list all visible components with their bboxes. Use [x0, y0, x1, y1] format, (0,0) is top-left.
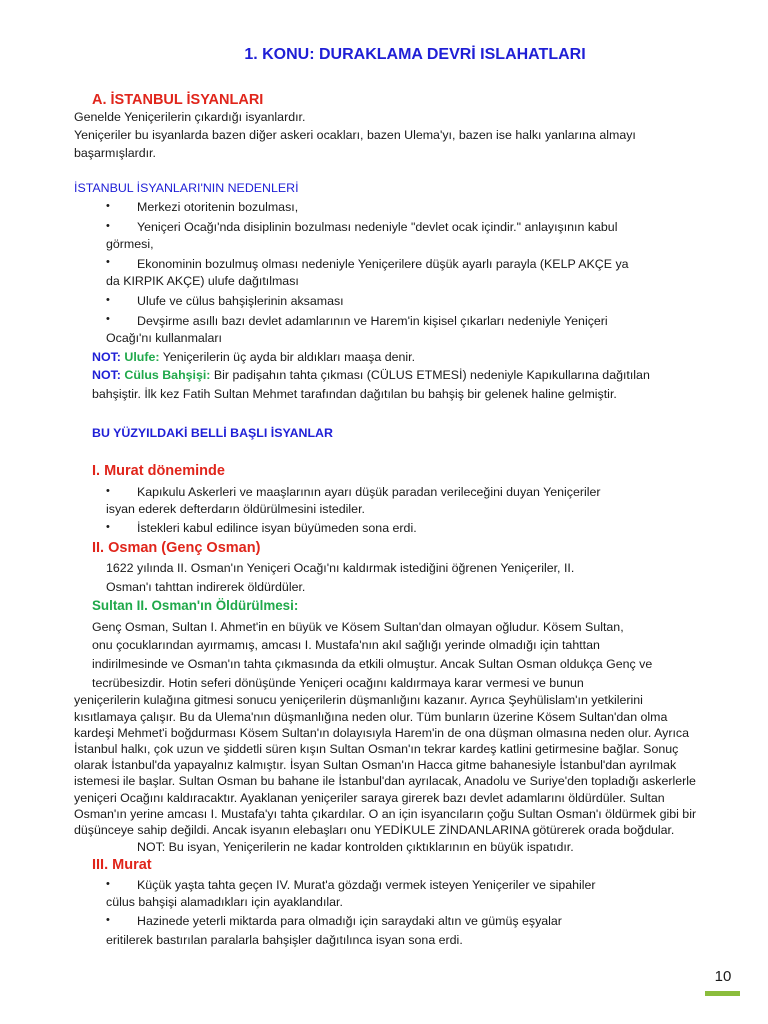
page-number: 10: [714, 968, 732, 985]
killing-line: olarak İstanbul'da yapayalnız kalmıştır. İsyan Sultan Osman'ın Hacca gitme bahanesiyle İstanbul'dan ayrılmak: [74, 758, 677, 772]
killing-line: yeniçeri Ocağını kaldıracaktır. Ayaklanan yeniçeriler saraya girerek bazı devlet adamlarını öldürdüler. Sultan: [74, 791, 665, 805]
murad1-item: İstekleri kabul edilince isyan büyümeden sona erdi.: [137, 521, 417, 535]
killing-line: Osman'ın yerine amcası I. Mustafa'yı tahta çıkardılar. O an için isyancıların çoğu Sultan Osman'ı öldürmek gibi bir: [74, 807, 697, 821]
note-text: bahşiştir. İlk kez Fatih Sultan Mehmet tarafından dağıtılan bu bahşiş bir gelenek haline gelmiştir.: [92, 387, 617, 401]
note-label: NOT:: [92, 350, 121, 364]
bullet-icon: •: [106, 256, 110, 268]
killing-heading: Sultan II. Osman'ın Öldürülmesi:: [92, 598, 299, 613]
page-number-bar: [705, 991, 740, 996]
killing-line: onu çocuklarından ayırmamış, amcası I. Mustafa'nın akıl sağlığı yerinde olmadığı için tahttan: [92, 638, 600, 652]
note-text: Bir padişahın tahta çıkması (CÜLUS ETMESİ) nedeniyle Kapıkullarına dağıtılan: [210, 368, 650, 382]
major-revolts-heading: BU YÜZYILDAKİ BELLİ BAŞLI İSYANLAR: [92, 426, 333, 440]
killing-line: tecrübesizdir. Hotin seferi dönüşünde Yeniçeri ocağını kaldırmaya karar vermesi ve bunun: [92, 676, 584, 690]
killing-line: İstanbul halkı, çok uzun ve şiddetli süren kışın Sultan Osman'ın tekrar kardeş katlini getirmesine bağlar. Sonuç: [74, 742, 679, 756]
killing-line: yeniçerilerin kulağına gitmesi sonucu yeniçerilerin düşmanlığını kazanır. Ayrıca Şeyhülislam'ın yetkilerini: [74, 693, 643, 707]
note-term: Cülus Bahşişi:: [124, 368, 211, 382]
note-term: Ulufe:: [124, 350, 160, 364]
killing-line: indirilmesinde ve Osman'ın tahta çıkmasında da etkili olmuştur. Ancak Sultan Osman oldukça Genç ve: [92, 657, 653, 671]
note-culus: [92, 367, 650, 383]
bullet-icon: •: [106, 200, 110, 212]
murad3-item-cont: eritilerek bastırılan paralarla bahşişler dağıtılınca isyan sona erdi.: [106, 933, 463, 947]
osman2-line: 1622 yılında II. Osman'ın Yeniçeri Ocağı'nı kaldırmak istediğini öğrenen Yeniçeriler, II.: [106, 561, 575, 575]
page-title: 1. KONU: DURAKLAMA DEVRİ ISLAHATLARI: [244, 46, 586, 63]
killing-line: kısıtlamaya çalışır. Bu da Ulema'nın düşmanlığına neden olur. Tüm bunların üzerine Kösem Sultan'dan olma: [74, 710, 668, 724]
murad1-item: Kapıkulu Askerleri ve maaşlarının ayarı düşük paradan verileceğini duyan Yeniçeriler: [137, 485, 601, 499]
cause-item: Ulufe ve cülus bahşişlerinin aksaması: [137, 294, 344, 308]
bullet-icon: •: [106, 878, 110, 890]
bullet-icon: •: [106, 220, 110, 232]
killing-line: istemesi ile başlar. Sultan Osman bu bahane ile İstanbul'dan ayrılacak, Anadolu ve Suriye'den topladığı askerlerle: [74, 774, 696, 788]
bullet-icon: •: [106, 294, 110, 306]
murad1-item-cont: isyan ederek defterdarın öldürülmesini istediler.: [106, 502, 365, 516]
intro-line: başarmışlardır.: [74, 146, 156, 160]
causes-heading: İSTANBUL İSYANLARI'NIN NEDENLERİ: [74, 181, 299, 195]
note-text: Yeniçerilerin üç ayda bir aldıkları maaşa denir.: [159, 350, 416, 364]
bullet-icon: •: [106, 313, 110, 325]
bullet-icon: •: [106, 485, 110, 497]
cause-item: Ekonominin bozulmuş olması nedeniyle Yeniçerilere düşük ayarlı parayla (KELP AKÇE ya: [137, 257, 629, 271]
bullet-icon: •: [106, 521, 110, 533]
note-label: NOT:: [92, 368, 121, 382]
intro-line: Yeniçeriler bu isyanlarda bazen diğer askeri ocakları, bazen Ulema'yı, bazen ise halkı yanlarına almayı: [74, 128, 636, 142]
cause-item-cont: Ocağı'nı kullanmaları: [106, 331, 222, 345]
killing-line: kardeşi Mehmet'i boğdurması Kösem Sultan'ın dolayısıyla Harem'in de ona düşman olmasına neden olur. Ayrıca: [74, 726, 690, 740]
murad3-item-cont: cülus bahşişi alamadıkları için ayaklandılar.: [106, 895, 343, 909]
osman2-line: Osman'ı tahttan indirerek öldürdüler.: [106, 580, 306, 594]
section-a-heading: A. İSTANBUL İSYANLARI: [92, 92, 264, 108]
murad3-item: Küçük yaşta tahta geçen IV. Murat'a gözdağı vermek isteyen Yeniçeriler ve sipahiler: [137, 878, 596, 892]
killing-line: düşünceye sahip değildi. Ancak isyanın elebaşları onu YEDİKULE ZİNDANLARINA götürerek orada boğdular.: [74, 823, 675, 837]
cause-item: Devşirme asıllı bazı devlet adamlarının ve Harem'in kişisel çıkarları nedeniyle Yeniçeri: [137, 314, 608, 328]
killing-note: NOT: Bu isyan, Yeniçerilerin ne kadar kontrolden çıktıklarının en büyük ispatıdır.: [137, 840, 574, 854]
cause-item-cont: görmesi,: [106, 237, 154, 251]
cause-item: Merkezi otoritenin bozulması,: [137, 200, 299, 214]
murad3-item: Hazinede yeterli miktarda para olmadığı için saraydaki altın ve gümüş eşyalar: [137, 914, 562, 928]
killing-line: Genç Osman, Sultan I. Ahmet'in en büyük ve Kösem Sultan'dan olmayan oğludur. Kösem Sultan,: [92, 620, 624, 634]
bullet-icon: •: [106, 914, 110, 926]
osman2-heading: II. Osman (Genç Osman): [92, 540, 261, 556]
intro-line: Genelde Yeniçerilerin çıkardığı isyanlardır.: [74, 110, 306, 124]
cause-item-cont: da KIRPIK AKÇE) ulufe dağıtılması: [106, 274, 299, 288]
cause-item: Yeniçeri Ocağı'nda disiplinin bozulması nedeniyle "devlet ocak içindir." anlayışının kabul: [137, 220, 618, 234]
murad3-heading: III. Murat: [92, 857, 152, 873]
note-ulufe: [92, 349, 415, 365]
murad1-heading: I. Murat döneminde: [92, 463, 225, 479]
